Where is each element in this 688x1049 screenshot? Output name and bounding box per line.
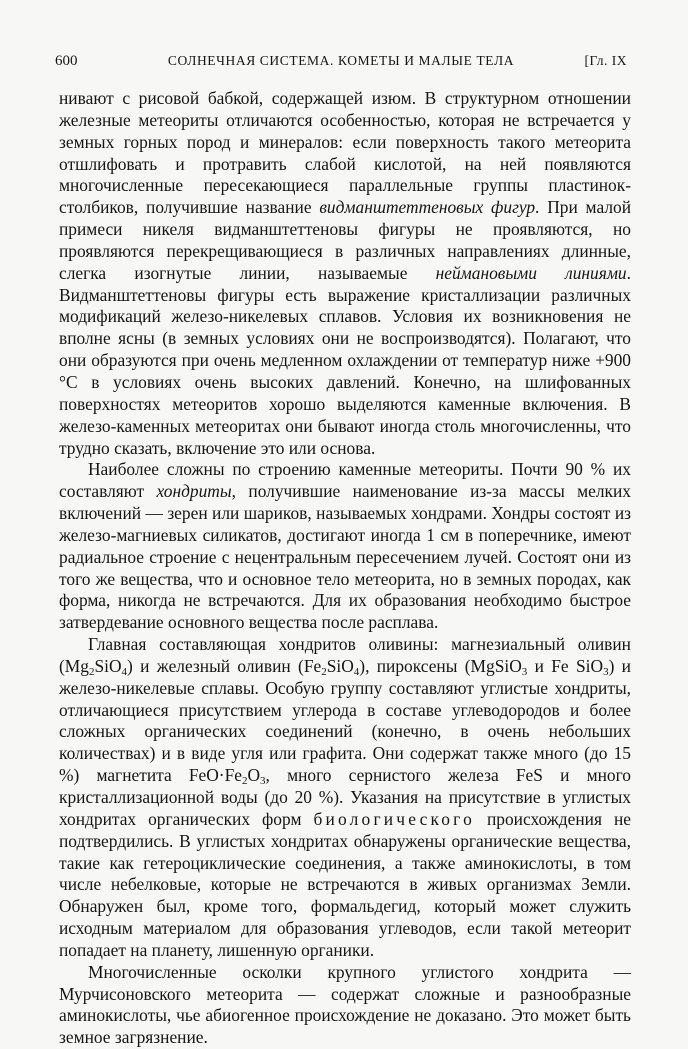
formula-part: Fe <box>303 655 322 676</box>
running-header <box>55 50 627 72</box>
text-run: Главная составляющая хондритов оливины: магнезиальный оливин ( <box>59 634 631 676</box>
subscript: 3 <box>603 665 609 678</box>
term-neumann-lines: неймановыми линиями <box>435 262 627 283</box>
text-run: . Видманштеттеновы фигуры есть выражение кристаллизации различных модификаций железо-никелевых сплавов. Условия их возникновения не вполне ясны (в земных условиях они не воспроизводятся). Полагают, что они образуются при очень медленном охлаждении от температур ниже +900 °С в условиях очень высоких давлений. Конечно, на шлифованных поверхностях метеоритов хорошо выделяются каменные включения. В железо-каменных метеоритах они бывают иногда столь многочисленны, что трудно сказать, включение это или основа. <box>59 262 631 458</box>
formula-part: SiO <box>94 655 122 676</box>
text-run: , много сернистого железа FeS и много кристаллизационной воды (до 20 %). Указания на присутствие в углистых хондритах органических форм <box>59 765 631 829</box>
text-run: ) и железный оливин ( <box>127 655 304 676</box>
text-run: Наиболее сложны по строению каменные метеориты. Почти 90 % их составляют <box>59 459 631 502</box>
running-title: СОЛНЕЧНАЯ СИСТЕМА. КОМЕТЫ И МАЛЫЕ ТЕЛА <box>167 53 515 68</box>
text-run: ) и железо-никелевые сплавы. Особую группу составляют углистые хондриты, отличающиеся присутствием углерода в составе углеводородов и более сложных органических соединений (конечно, в очень небольших количествах) и в виде угля или графита. Они содержат также много (до 15 %) магнетита <box>59 655 631 786</box>
text-run: и <box>527 655 552 676</box>
chapter-label: [Гл. IX <box>584 53 627 68</box>
paragraph-iron-meteorites <box>59 88 631 459</box>
paragraph-chondrite-composition <box>59 634 631 962</box>
text-run: ), пироксены ( <box>359 655 471 676</box>
formula-part: Mg <box>64 655 89 676</box>
formula-part: MgSiO <box>470 655 522 676</box>
subscript: 3 <box>260 775 266 788</box>
page-number: 600 <box>55 53 78 69</box>
subscript: 3 <box>521 665 528 678</box>
formula-part: O <box>247 765 261 786</box>
formula-part: Fe SiO <box>551 655 604 676</box>
subscript: 2 <box>88 665 95 678</box>
paragraph-stone-meteorites <box>59 459 631 634</box>
subscript: 4 <box>121 665 128 678</box>
subscript: 4 <box>353 665 360 678</box>
text-run: происхождения не подтвердились. В углистых хондритах обнаружены органические вещества, такие как гетероциклические соединения, а также аминокислоты, в том числе небелковые, которые не встречаются в живых организмах Земли. Обнаружен был, кроме того, формальдегид, который может служить исходным материалом для образования углеводов, если такой метеорит попадает на планету, лишенную органики. <box>59 808 631 960</box>
term-widmanstatten: видманштеттеновых фигур <box>319 197 536 218</box>
paragraph-murchison: Многочисленные осколки крупного углистого хондрита — Мурчисоновского метеорита — содержат сложные и разнообразные аминокислоты, чье абиогенное происхождение не доказано. Это может быть земное загрязнение. <box>59 961 631 1048</box>
subscript: 2 <box>321 665 327 678</box>
formula-part: FeO·Fe <box>188 765 242 786</box>
text-run: , получившие наименование из-за массы мелких включений — зерен или шариков, называемых хондрами. Хондры состоят из железо-магниевых силикатов, достигают иногда 1 см в поперечнике, имеют радиальное строение с нецентральным пересечением лучей. Состоят они из того же вещества, что и основное тело метеорита, но в земных породах, как форма, никогда не встречаются. Для их образования необходимо быстрое затвердевание основного вещества после расплава. <box>59 481 632 633</box>
term-chondrites: хондриты <box>156 481 232 502</box>
text-run: . При малой примеси никеля видманштеттеновы фигуры не проявляются, но проявляются перекрещивающиеся в различных направлениях длинные, слегка изогнутые линии, называемые <box>59 197 632 283</box>
formula-part: SiO <box>326 655 354 676</box>
page-body <box>59 88 631 1049</box>
subscript: 2 <box>241 775 248 788</box>
text-run: нивают с рисовой бабкой, содержащей изюм. В структурном отношении железные метеориты отличаются особенностью, которая не встречается у земных горных пород и минералов: если поверхность такого метеорита отшлифовать и протравить слабой кислотой, на ней появляются многочисленные пересекающиеся параллельные группы пластинок-столбиков, получившие название <box>59 88 631 218</box>
spaced-emphasis: биологического <box>313 808 475 829</box>
